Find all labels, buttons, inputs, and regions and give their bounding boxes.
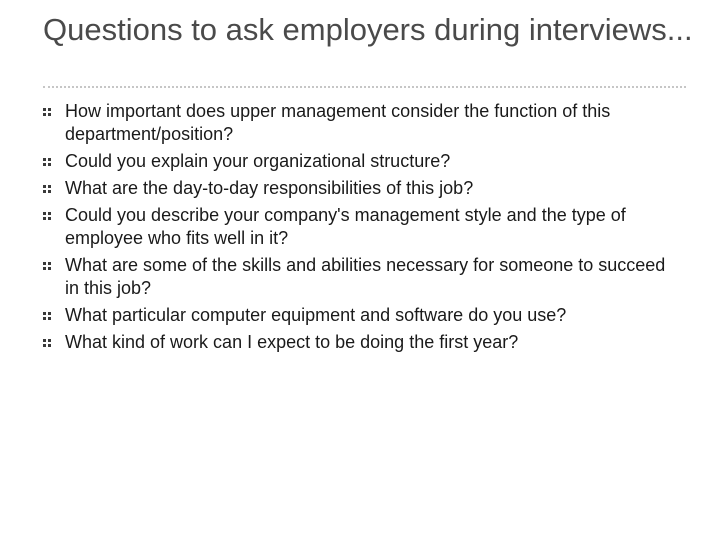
square-bullet-icon <box>43 185 52 193</box>
square-bullet-icon <box>43 312 52 320</box>
bullet-text: What are the day-to-day responsibilities of this job? <box>65 178 474 198</box>
square-bullet-icon <box>43 262 52 270</box>
square-bullet-icon <box>43 339 52 347</box>
list-item <box>43 100 683 146</box>
bullet-list <box>43 100 683 358</box>
square-bullet-icon <box>43 158 52 166</box>
list-item <box>43 304 683 327</box>
bullet-text: Could you explain your organizational structure? <box>65 151 451 171</box>
slide-title: Questions to ask employers during interviews... <box>43 12 693 47</box>
bullet-text: Could you describe your company's management style and the type of employee who fits well in it? <box>65 205 626 248</box>
list-item <box>43 331 683 354</box>
square-bullet-icon <box>43 212 52 220</box>
bullet-text: What particular computer equipment and software do you use? <box>65 305 567 325</box>
list-item <box>43 254 683 300</box>
list-item <box>43 177 683 200</box>
title-divider <box>43 86 686 88</box>
list-item <box>43 150 683 173</box>
bullet-text: What kind of work can I expect to be doing the first year? <box>65 332 519 352</box>
bullet-text: What are some of the skills and abilities necessary for someone to succeed in this job? <box>65 255 666 298</box>
list-item <box>43 204 683 250</box>
square-bullet-icon <box>43 108 52 116</box>
bullet-text: How important does upper management consider the function of this department/position? <box>65 101 611 144</box>
